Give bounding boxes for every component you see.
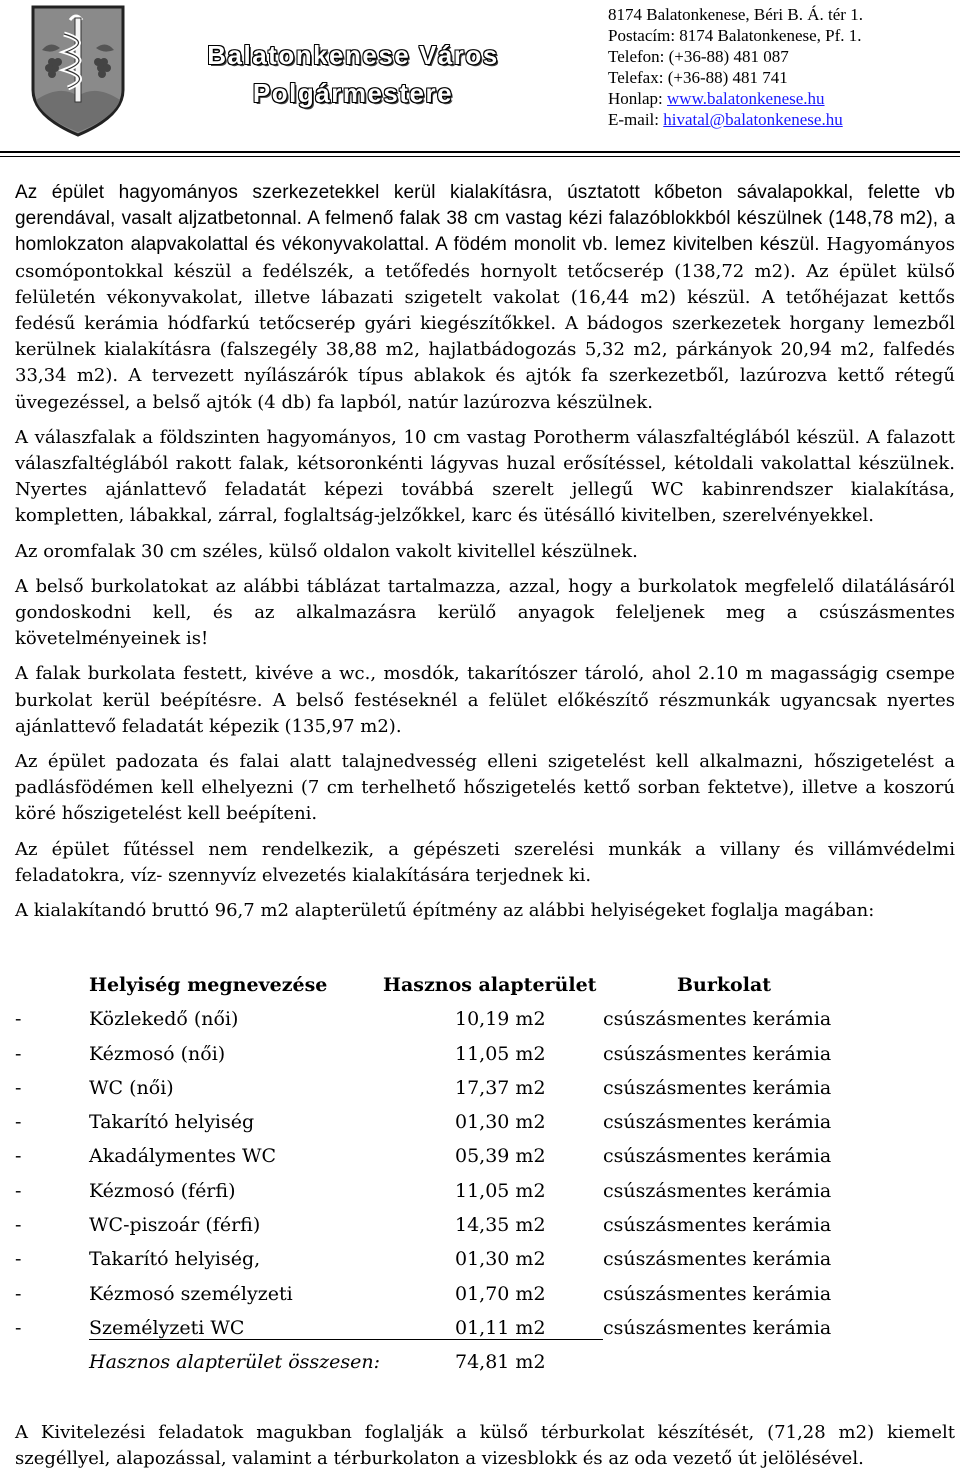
email-line xyxy=(608,109,863,130)
room-area: 05,39 m2 xyxy=(455,1145,546,1168)
room-area: 01,30 m2 xyxy=(455,1248,546,1271)
room-name: Akadálymentes WC xyxy=(89,1145,277,1168)
paragraph-structure xyxy=(15,180,955,416)
room-flooring: csúszásmentes kerámia xyxy=(603,1248,832,1271)
table-row xyxy=(15,1283,955,1317)
room-name-text: Személyzeti WC xyxy=(89,1317,603,1340)
title-line-1: Balatonkenese Város xyxy=(207,40,499,70)
row-bullet: - xyxy=(15,1008,22,1031)
room-area: 11,05 m2 xyxy=(455,1042,546,1065)
paragraph-mechanical: Az épület fűtéssel nem rendelkezik, a gépészeti szerelési munkák a villany és villámvédelmi feladatokra, víz- szennyvíz elvezetés kialakítására terjednek ki. xyxy=(15,838,955,886)
table-header-row xyxy=(15,974,955,1008)
website-label: Honlap: xyxy=(608,89,668,108)
table-row xyxy=(15,1180,955,1214)
room-name: Takarító helyiség xyxy=(89,1111,255,1134)
header-divider xyxy=(0,151,960,153)
paragraph-inner-cladding: A belső burkolatokat az alábbi táblázat tartalmazza, azzal, hogy a burkolatok megfelelő dilatálásáról gondoskodni kell, és az alkalmazásra kerülő anyagok feleljenek meg a csúszásmentes követelményeinek is! xyxy=(15,575,955,650)
table-total-row xyxy=(15,1351,955,1385)
table-row xyxy=(15,1043,955,1077)
letterhead xyxy=(0,0,960,152)
table-row xyxy=(15,1317,955,1351)
row-bullet: - xyxy=(15,1042,22,1065)
paragraph-structure-part-b: Hagyományos csomópontokkal készül a fedélszék, a tetőfedés hornyolt tetőcserép (138,72 m2). Az épület külső felületén vékonyvakolat, illetve lábazati szigetelt vakolat (16,44 m2) készül. A tetőhéjazat kettős fedésű kerámia hódfarkú tetőcserép gyári kiegészítőkkel. A bádogos szerkezetek horgany lemezből kerülnek kialakításra (falszegély 38,88 m2, hajlatbádogozás 5,32 m2, párkányok 20,94 m2, falfedés 33,34 m2). A tervezett nyílászárók típus ablakok és ajtók fa szerkezetből, lazúrozva kettő rétegű üvegezéssel, a belső ajtók (4 db) fa lapból, natúr lazúrozva készülnek. xyxy=(15,234,955,413)
paragraph-insulation: Az épület padozata és falai alatt talajnedvesség elleni szigetelést kell alkalmazni, hőszigetelést a padlásfödémen kell elhelyezni (7 cm terhelhető hőszigetelés kettő sorban fektetve), illetve a koszorú köré hőszigetelést kell beépíteni. xyxy=(15,751,955,825)
paragraph-paving: A Kivitelezési feladatok magukban foglalják a külső térburkolat készítését, (71,28 m2) kiemelt szegéllyel, alapozással, valamint a térburkolaton a vizesblokk és az oda vezető út jelölésével. xyxy=(15,1422,955,1469)
total-label: Hasznos alapterület összesen: xyxy=(89,1351,381,1374)
room-area: 01,70 m2 xyxy=(455,1282,546,1305)
room-flooring: csúszásmentes kerámia xyxy=(603,1179,832,1202)
room-area: 01,30 m2 xyxy=(455,1111,546,1134)
row-bullet: - xyxy=(15,1111,22,1134)
title-line-2: Polgármestere xyxy=(252,78,454,108)
row-bullet: - xyxy=(15,1179,22,1202)
document-body xyxy=(15,180,955,933)
row-bullet: - xyxy=(15,1214,22,1237)
room-flooring: csúszásmentes kerámia xyxy=(603,1076,832,1099)
header-area: Hasznos alapterület xyxy=(383,974,597,996)
room-area: 10,19 m2 xyxy=(455,1008,546,1031)
paragraph-rooms-intro: A kialakítandó bruttó 96,7 m2 alapterületű építmény az alábbi helyiségeket foglalja magában: xyxy=(15,900,875,922)
room-flooring: csúszásmentes kerámia xyxy=(603,1214,832,1237)
address: 8174 Balatonkenese, Béri B. Á. tér 1. xyxy=(608,5,863,24)
header-flooring: Burkolat xyxy=(677,974,772,996)
header-divider-thin xyxy=(0,156,960,157)
table-row xyxy=(15,1248,955,1282)
room-name: WC-piszoár (férfi) xyxy=(89,1214,261,1237)
rooms-table xyxy=(15,974,955,1386)
website-line xyxy=(608,88,863,109)
table-row xyxy=(15,1077,955,1111)
paragraph-gable-walls: Az oromfalak 30 cm széles, külső oldalon vakolt kivitellel készülnek. xyxy=(15,540,638,562)
room-name: WC (női) xyxy=(89,1076,174,1099)
row-bullet: - xyxy=(15,1316,22,1339)
table-row xyxy=(15,1214,955,1248)
paragraph-partition-walls: A válaszfalak a földszinten hagyományos, 10 cm vastag Porotherm válaszfaltéglából készül. A falazott válaszfaltéglából rakott falak, kétsoronkénti lágyvas huzal erősítéssel, kétoldali vakolattal készülnek. Nyertes ajánlattevő feladatát képezi továbbá szerelt jellegű WC kabinrendszer kialakítása, kompletten, lábakkal, zárral, foglaltság-jelzőkkel, karc és ütésálló kivitelben, szerelvényekkel. xyxy=(15,426,955,527)
phone: Telefon: (+36-88) 481 087 xyxy=(608,47,789,66)
paragraph-wall-finish: A falak burkolata festett, kivéve a wc., mosdók, takarítószer tároló, ahol 2.10 m magasságig csempe burkolat kerül beépítésre. A belső festéseknél a felület előkészítő részmunkák ugyancsak nyertes ajánlattevő feladatát képezik (135,97 m2). xyxy=(15,663,955,737)
room-flooring: csúszásmentes kerámia xyxy=(603,1042,832,1065)
room-area: 11,05 m2 xyxy=(455,1179,546,1202)
room-name: Kézmosó (női) xyxy=(89,1042,226,1065)
row-bullet: - xyxy=(15,1076,22,1099)
total-value: 74,81 m2 xyxy=(455,1351,546,1374)
room-area: 17,37 m2 xyxy=(455,1076,546,1099)
email-link[interactable]: hivatal@balatonkenese.hu xyxy=(663,110,843,129)
table-row xyxy=(15,1111,955,1145)
header-room-name: Helyiség megnevezése xyxy=(89,974,328,996)
room-area: 14,35 m2 xyxy=(455,1214,546,1237)
closing-paragraph xyxy=(15,1420,955,1472)
postal-address: Postacím: 8174 Balatonkenese, Pf. 1. xyxy=(608,26,862,45)
room-flooring: csúszásmentes kerámia xyxy=(603,1008,832,1031)
issuer-title xyxy=(168,36,538,112)
room-flooring: csúszásmentes kerámia xyxy=(603,1282,832,1305)
fax: Telefax: (+36-88) 481 741 xyxy=(608,68,788,87)
coat-of-arms-icon xyxy=(30,4,126,138)
room-flooring: csúszásmentes kerámia xyxy=(603,1316,832,1339)
room-flooring: csúszásmentes kerámia xyxy=(603,1111,832,1134)
room-name: Takarító helyiség, xyxy=(89,1248,261,1271)
paragraph-structure-part-a: Az épület hagyományos szerkezetekkel kerül kialakításra, úsztatott kőbeton sávalapokkal, felette vb gerendával, vasalt aljzatbetonnal. A felmenő falak 38 cm vastag kézi falazóblokkból készülnek (148,78 m2), a homlokzaton alapvakolattal és vékonyvakolattal. A födém monolit vb. lemez kivitelben készül. xyxy=(15,182,955,256)
table-row xyxy=(15,1008,955,1042)
room-flooring: csúszásmentes kerámia xyxy=(603,1145,832,1168)
website-link[interactable]: www.balatonkenese.hu xyxy=(667,89,825,108)
room-area: 01,11 m2 xyxy=(455,1316,546,1339)
room-name: Kézmosó (férfi) xyxy=(89,1179,236,1202)
row-bullet: - xyxy=(15,1145,22,1168)
row-bullet: - xyxy=(15,1282,22,1305)
contact-block xyxy=(608,4,863,130)
table-row xyxy=(15,1145,955,1179)
email-label: E-mail: xyxy=(608,110,664,129)
room-name: Kézmosó személyzeti xyxy=(89,1282,293,1305)
row-bullet: - xyxy=(15,1248,22,1271)
room-name: Közlekedő (női) xyxy=(89,1008,239,1031)
